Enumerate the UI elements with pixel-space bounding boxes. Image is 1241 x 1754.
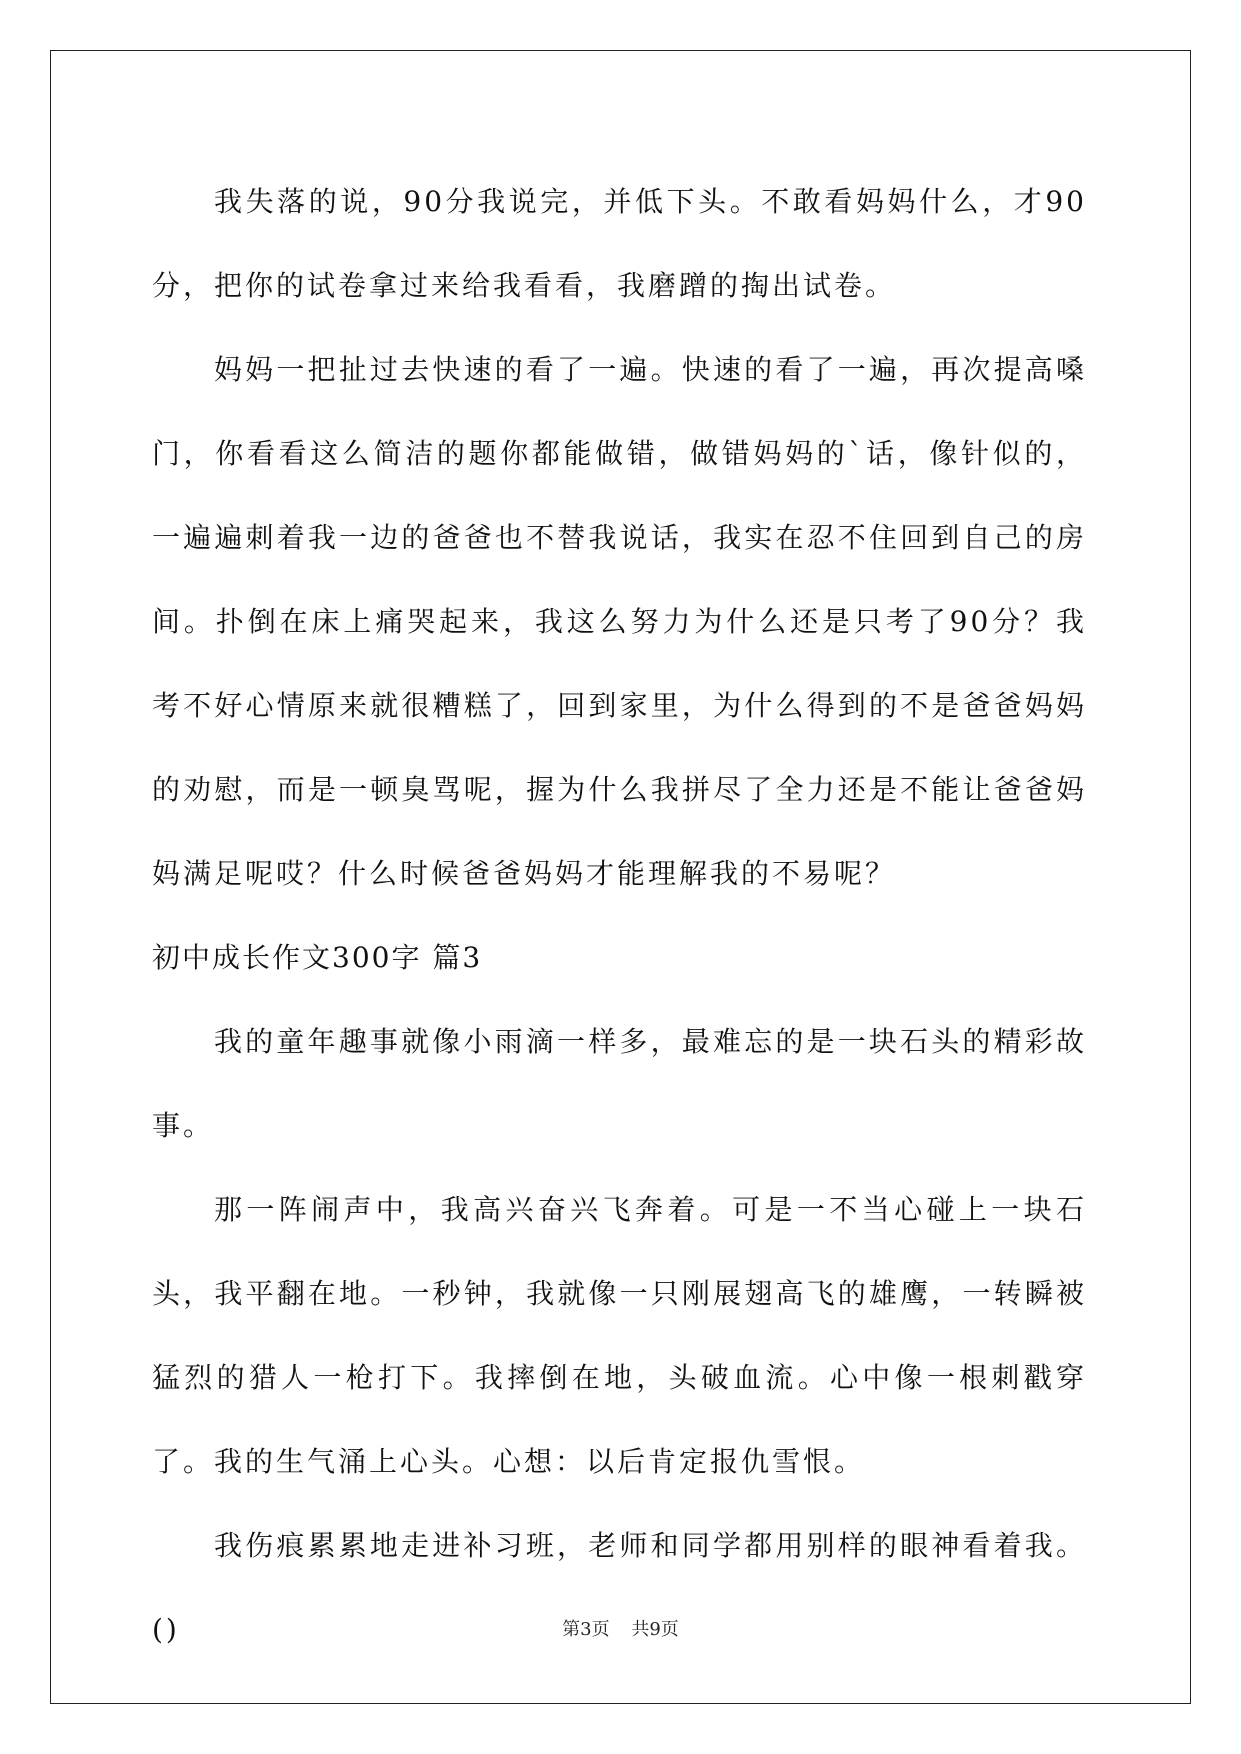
page-number: 第3页 <box>562 1619 610 1640</box>
document-body <box>152 160 1087 1672</box>
paragraph: 我失落的说，90分我说完，并低下头。不敢看妈妈什么，才90分，把你的试卷拿过来给我看看，我磨蹭的掏出试卷。 <box>152 185 1087 302</box>
paragraph: 那一阵闹声中，我高兴奋兴飞奔着。可是一不当心碰上一块石头，我平翻在地。一秒钟，我就像一只刚展翅高飞的雄鹰，一转瞬被猛烈的猎人一枪打下。我摔倒在地，头破血流。心中像一根刺戳穿了。我的生气涌上心头。心想：以后肯定报仇雪恨。 <box>152 1193 1087 1478</box>
page-total: 共9页 <box>631 1619 679 1640</box>
paragraph: 妈妈一把扯过去快速的看了一遍。快速的看了一遍，再次提高嗓门，你看看这么简洁的题你都能做错，做错妈妈的`话，像针似的，一遍遍刺着我一边的爸爸也不替我说话，我实在忍不住回到自己的房间。扑倒在床上痛哭起来，我这么努力为什么还是只考了90分？我考不好心情原来就很糟糕了，回到家里，为什么得到的不是爸爸妈妈的劝慰，而是一顿臭骂呢，握为什么我拼尽了全力还是不能让爸爸妈妈满足呢哎？什么时候爸爸妈妈才能理解我的不易呢？ <box>152 353 1087 890</box>
paragraph: 我伤痕累累地走进补习班，老师和同学都用别样的眼神看着我。() <box>152 1529 1087 1646</box>
section-heading: 初中成长作文300字 篇3 <box>152 941 483 974</box>
paragraph: 我的童年趣事就像小雨滴一样多，最难忘的是一块石头的精彩故事。 <box>152 1025 1087 1142</box>
page-footer <box>0 1618 1241 1642</box>
